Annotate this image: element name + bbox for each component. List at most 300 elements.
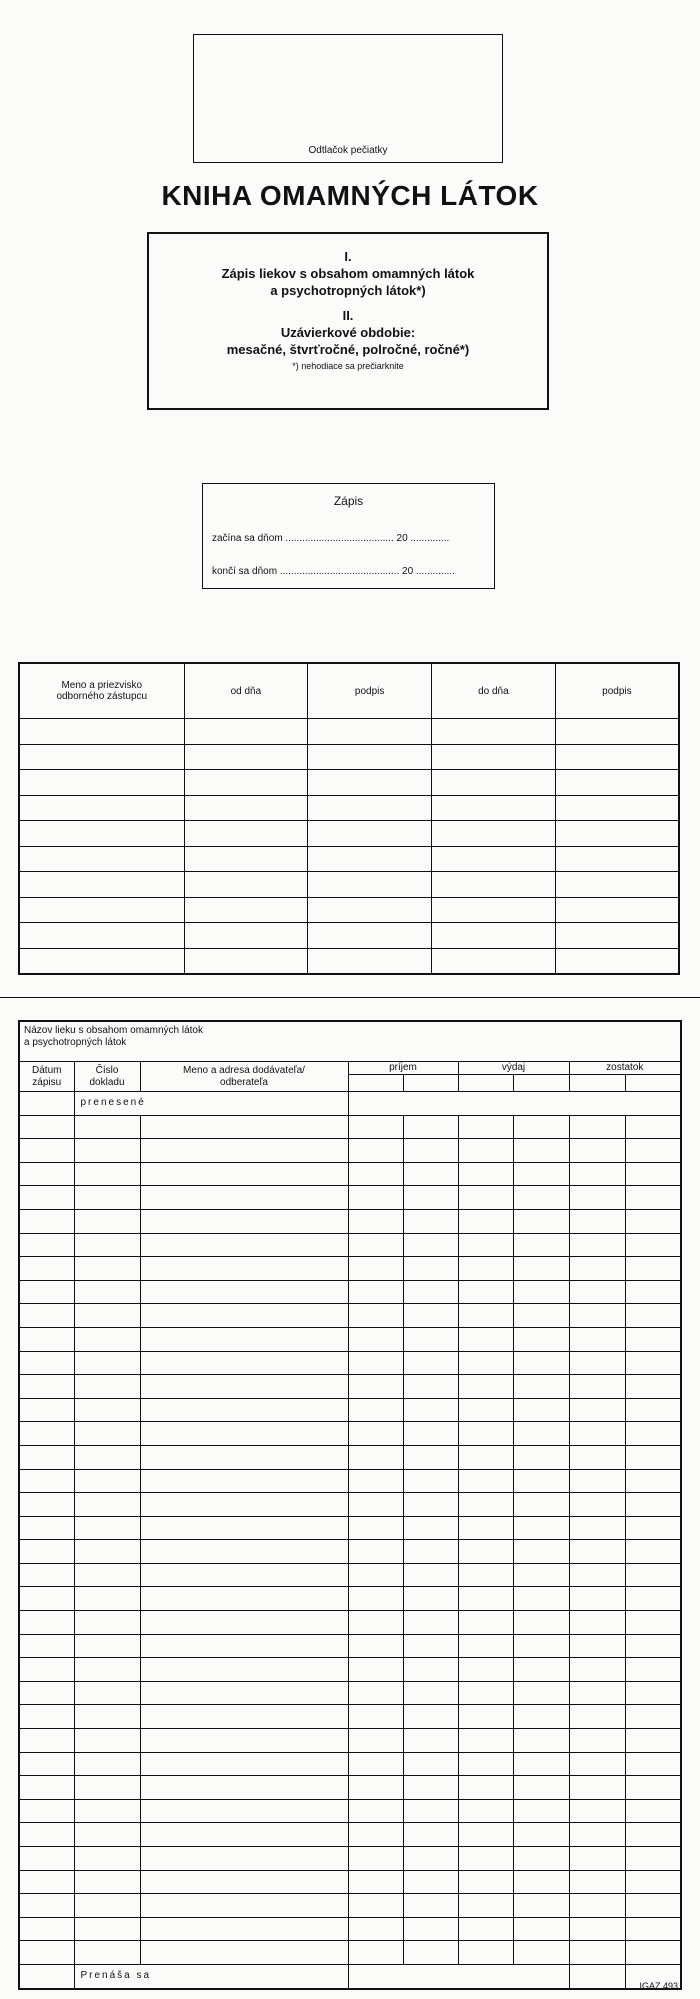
table-cell[interactable] <box>348 1280 403 1304</box>
table-cell[interactable] <box>625 1162 681 1186</box>
table-cell[interactable] <box>19 1469 74 1493</box>
table-cell[interactable] <box>625 1351 681 1375</box>
table-cell[interactable] <box>19 1729 74 1753</box>
table-cell[interactable] <box>74 1115 140 1139</box>
table-cell[interactable] <box>432 719 556 745</box>
table-cell[interactable] <box>19 1233 74 1257</box>
table-cell[interactable] <box>458 1516 513 1540</box>
table-cell[interactable] <box>19 1257 74 1281</box>
table-cell[interactable] <box>403 1563 458 1587</box>
table-cell[interactable] <box>140 1139 348 1163</box>
table-cell[interactable] <box>403 1587 458 1611</box>
table-cell[interactable] <box>513 1304 569 1328</box>
table-cell[interactable] <box>513 1422 569 1446</box>
table-cell[interactable] <box>403 1233 458 1257</box>
table-cell[interactable] <box>140 1870 348 1894</box>
table-cell[interactable] <box>513 1894 569 1918</box>
table-cell[interactable] <box>513 1375 569 1399</box>
table-cell[interactable] <box>19 1611 74 1635</box>
table-cell[interactable] <box>569 1469 625 1493</box>
table-cell[interactable] <box>513 1658 569 1682</box>
table-cell[interactable] <box>74 1398 140 1422</box>
table-cell[interactable] <box>74 1422 140 1446</box>
table-cell[interactable] <box>625 1257 681 1281</box>
table-cell[interactable] <box>458 1752 513 1776</box>
table-cell[interactable] <box>458 1186 513 1210</box>
table-cell[interactable] <box>569 1799 625 1823</box>
table-cell[interactable] <box>625 1847 681 1871</box>
table-cell[interactable] <box>432 770 556 796</box>
table-cell[interactable] <box>74 1941 140 1965</box>
table-cell[interactable] <box>432 897 556 923</box>
table-cell[interactable] <box>458 1681 513 1705</box>
table-cell[interactable] <box>569 1516 625 1540</box>
table-cell[interactable] <box>348 1469 403 1493</box>
table-cell[interactable] <box>140 1563 348 1587</box>
table-cell[interactable] <box>569 1587 625 1611</box>
table-cell[interactable] <box>569 1563 625 1587</box>
table-cell[interactable] <box>625 1516 681 1540</box>
table-cell[interactable] <box>513 1941 569 1965</box>
table-cell[interactable] <box>403 1375 458 1399</box>
table-cell[interactable] <box>140 1729 348 1753</box>
table-cell[interactable] <box>348 1209 403 1233</box>
table-cell[interactable] <box>555 872 679 898</box>
table-cell[interactable] <box>625 1186 681 1210</box>
table-cell[interactable] <box>625 1729 681 1753</box>
table-cell[interactable] <box>19 1092 74 1116</box>
table-cell[interactable] <box>432 821 556 847</box>
table-cell[interactable] <box>403 1799 458 1823</box>
table-cell[interactable] <box>458 1894 513 1918</box>
table-cell[interactable] <box>348 1139 403 1163</box>
table-cell[interactable] <box>569 1752 625 1776</box>
table-cell[interactable] <box>625 1375 681 1399</box>
table-cell[interactable] <box>569 1634 625 1658</box>
table-cell[interactable] <box>140 1280 348 1304</box>
table-cell[interactable] <box>19 1658 74 1682</box>
table-cell[interactable] <box>458 1257 513 1281</box>
table-cell[interactable] <box>140 1422 348 1446</box>
table-cell[interactable] <box>19 897 184 923</box>
table-cell[interactable] <box>625 1823 681 1847</box>
table-cell[interactable] <box>74 1257 140 1281</box>
table-cell[interactable] <box>403 1139 458 1163</box>
table-cell[interactable] <box>74 1233 140 1257</box>
table-cell[interactable] <box>308 821 432 847</box>
table-cell[interactable] <box>19 744 184 770</box>
table-cell[interactable] <box>513 1186 569 1210</box>
table-cell[interactable] <box>348 1493 403 1517</box>
table-cell[interactable] <box>140 1681 348 1705</box>
table-cell[interactable] <box>458 1611 513 1635</box>
table-cell[interactable] <box>74 1280 140 1304</box>
table-cell[interactable] <box>403 1162 458 1186</box>
table-cell[interactable] <box>140 1493 348 1517</box>
table-cell[interactable] <box>513 1469 569 1493</box>
table-cell[interactable] <box>19 1587 74 1611</box>
table-cell[interactable] <box>555 795 679 821</box>
table-cell[interactable] <box>19 1847 74 1871</box>
table-cell[interactable] <box>19 1705 74 1729</box>
table-cell[interactable] <box>513 1705 569 1729</box>
table-cell[interactable] <box>458 1870 513 1894</box>
table-cell[interactable] <box>19 1634 74 1658</box>
table-cell[interactable] <box>348 1847 403 1871</box>
table-cell[interactable] <box>140 1611 348 1635</box>
table-cell[interactable] <box>569 1493 625 1517</box>
table-cell[interactable] <box>140 1634 348 1658</box>
table-cell[interactable] <box>569 1375 625 1399</box>
table-cell[interactable] <box>348 1587 403 1611</box>
table-cell[interactable] <box>348 1162 403 1186</box>
table-cell[interactable] <box>19 1351 74 1375</box>
table-cell[interactable] <box>348 1634 403 1658</box>
table-cell[interactable] <box>403 1941 458 1965</box>
table-cell[interactable] <box>458 1917 513 1941</box>
table-cell[interactable] <box>569 1894 625 1918</box>
table-cell[interactable] <box>348 1658 403 1682</box>
table-cell[interactable] <box>403 1445 458 1469</box>
table-cell[interactable] <box>403 1658 458 1682</box>
table-cell[interactable] <box>458 1823 513 1847</box>
table-cell[interactable] <box>403 1304 458 1328</box>
table-cell[interactable] <box>74 1351 140 1375</box>
table-cell[interactable] <box>569 1257 625 1281</box>
table-cell[interactable] <box>74 1186 140 1210</box>
table-cell[interactable] <box>625 1563 681 1587</box>
table-cell[interactable] <box>19 821 184 847</box>
table-cell[interactable] <box>403 1776 458 1800</box>
table-cell[interactable] <box>569 1705 625 1729</box>
table-cell[interactable] <box>625 1445 681 1469</box>
table-cell[interactable] <box>513 1799 569 1823</box>
table-cell[interactable] <box>140 1304 348 1328</box>
table-cell[interactable] <box>19 846 184 872</box>
table-cell[interactable] <box>403 1540 458 1564</box>
table-cell[interactable] <box>74 1634 140 1658</box>
table-cell[interactable] <box>458 1398 513 1422</box>
table-cell[interactable] <box>569 1139 625 1163</box>
table-cell[interactable] <box>140 1469 348 1493</box>
table-cell[interactable] <box>403 1493 458 1517</box>
table-cell[interactable] <box>625 1115 681 1139</box>
table-cell[interactable] <box>348 1705 403 1729</box>
table-cell[interactable] <box>625 1233 681 1257</box>
table-cell[interactable] <box>458 1209 513 1233</box>
table-cell[interactable] <box>513 1398 569 1422</box>
table-cell[interactable] <box>308 872 432 898</box>
table-cell[interactable] <box>348 1752 403 1776</box>
table-cell[interactable] <box>625 1658 681 1682</box>
table-cell[interactable] <box>625 1894 681 1918</box>
table-cell[interactable] <box>19 1422 74 1446</box>
table-cell[interactable] <box>625 1681 681 1705</box>
table-cell[interactable] <box>569 1658 625 1682</box>
table-cell[interactable] <box>19 1894 74 1918</box>
table-cell[interactable] <box>569 1304 625 1328</box>
table-cell[interactable] <box>19 795 184 821</box>
table-cell[interactable] <box>74 1375 140 1399</box>
table-cell[interactable] <box>348 1233 403 1257</box>
table-cell[interactable] <box>432 948 556 974</box>
table-cell[interactable] <box>348 1870 403 1894</box>
table-cell[interactable] <box>74 1776 140 1800</box>
table-cell[interactable] <box>348 1611 403 1635</box>
table-cell[interactable] <box>140 1941 348 1965</box>
table-cell[interactable] <box>569 1870 625 1894</box>
table-cell[interactable] <box>458 1658 513 1682</box>
table-cell[interactable] <box>513 1611 569 1635</box>
table-cell[interactable] <box>569 1776 625 1800</box>
table-cell[interactable] <box>513 1445 569 1469</box>
table-cell[interactable] <box>74 1540 140 1564</box>
entry-end-line[interactable]: končí sa dňom ........................................... 20 .............. <box>212 566 455 577</box>
table-cell[interactable] <box>513 1257 569 1281</box>
table-cell[interactable] <box>348 1776 403 1800</box>
table-cell[interactable] <box>74 1681 140 1705</box>
table-cell[interactable] <box>19 1516 74 1540</box>
table-cell[interactable] <box>19 1917 74 1941</box>
table-cell[interactable] <box>458 1351 513 1375</box>
table-cell[interactable] <box>19 1941 74 1965</box>
table-cell[interactable] <box>403 1469 458 1493</box>
table-cell[interactable] <box>74 1870 140 1894</box>
drug-name-header[interactable] <box>19 1021 681 1062</box>
table-cell[interactable] <box>458 1445 513 1469</box>
table-cell[interactable] <box>555 897 679 923</box>
table-cell[interactable] <box>308 744 432 770</box>
table-cell[interactable] <box>184 821 308 847</box>
table-cell[interactable] <box>458 1587 513 1611</box>
table-cell[interactable] <box>403 1186 458 1210</box>
table-cell[interactable] <box>184 948 308 974</box>
table-cell[interactable] <box>403 1398 458 1422</box>
table-cell[interactable] <box>140 1847 348 1871</box>
table-cell[interactable] <box>140 1233 348 1257</box>
table-cell[interactable] <box>625 1209 681 1233</box>
table-cell[interactable] <box>513 1280 569 1304</box>
table-cell[interactable] <box>403 1209 458 1233</box>
table-cell[interactable] <box>19 1445 74 1469</box>
table-cell[interactable] <box>140 1658 348 1682</box>
table-cell[interactable] <box>458 1139 513 1163</box>
table-cell[interactable] <box>19 948 184 974</box>
table-cell[interactable] <box>625 1799 681 1823</box>
table-cell[interactable] <box>555 744 679 770</box>
table-cell[interactable] <box>403 1729 458 1753</box>
table-cell[interactable] <box>19 1823 74 1847</box>
table-cell[interactable] <box>513 1351 569 1375</box>
table-cell[interactable] <box>140 1398 348 1422</box>
table-cell[interactable] <box>348 1186 403 1210</box>
table-cell[interactable] <box>74 1563 140 1587</box>
table-cell[interactable] <box>19 1327 74 1351</box>
table-cell[interactable] <box>140 1351 348 1375</box>
table-cell[interactable] <box>432 795 556 821</box>
table-cell[interactable] <box>403 1351 458 1375</box>
table-cell[interactable] <box>348 1681 403 1705</box>
table-cell[interactable] <box>625 1469 681 1493</box>
table-cell[interactable] <box>19 1681 74 1705</box>
table-cell[interactable] <box>458 1563 513 1587</box>
table-cell[interactable] <box>308 770 432 796</box>
table-cell[interactable] <box>513 1233 569 1257</box>
table-cell[interactable] <box>348 1729 403 1753</box>
table-cell[interactable] <box>569 1941 625 1965</box>
table-cell[interactable] <box>625 1752 681 1776</box>
table-cell[interactable] <box>74 1209 140 1233</box>
table-cell[interactable] <box>308 948 432 974</box>
table-cell[interactable] <box>625 1705 681 1729</box>
table-cell[interactable] <box>74 1139 140 1163</box>
table-cell[interactable] <box>555 923 679 949</box>
table-cell[interactable] <box>569 1186 625 1210</box>
table-cell[interactable] <box>74 1611 140 1635</box>
table-cell[interactable] <box>625 1139 681 1163</box>
table-cell[interactable] <box>569 1209 625 1233</box>
table-cell[interactable] <box>569 1280 625 1304</box>
table-cell[interactable] <box>569 1115 625 1139</box>
table-cell[interactable] <box>569 1964 625 1989</box>
table-cell[interactable] <box>348 1327 403 1351</box>
table-cell[interactable] <box>140 1894 348 1918</box>
table-cell[interactable] <box>432 923 556 949</box>
table-cell[interactable] <box>140 1327 348 1351</box>
table-cell[interactable] <box>348 1799 403 1823</box>
table-cell[interactable] <box>458 1540 513 1564</box>
table-cell[interactable] <box>513 1563 569 1587</box>
table-cell[interactable] <box>184 872 308 898</box>
table-cell[interactable] <box>348 1917 403 1941</box>
table-cell[interactable] <box>458 1776 513 1800</box>
table-cell[interactable] <box>19 1540 74 1564</box>
table-cell[interactable] <box>74 1587 140 1611</box>
table-cell[interactable] <box>625 1634 681 1658</box>
table-cell[interactable] <box>458 1115 513 1139</box>
table-cell[interactable] <box>74 1799 140 1823</box>
table-cell[interactable] <box>74 1445 140 1469</box>
table-cell[interactable] <box>513 1327 569 1351</box>
table-cell[interactable] <box>513 1823 569 1847</box>
table-cell[interactable] <box>184 770 308 796</box>
table-cell[interactable] <box>569 1422 625 1446</box>
table-cell[interactable] <box>140 1917 348 1941</box>
table-cell[interactable] <box>74 1493 140 1517</box>
table-cell[interactable] <box>569 1917 625 1941</box>
table-cell[interactable] <box>555 821 679 847</box>
table-cell[interactable] <box>74 1327 140 1351</box>
table-cell[interactable] <box>403 1894 458 1918</box>
table-cell[interactable] <box>458 1705 513 1729</box>
table-cell[interactable] <box>140 1540 348 1564</box>
table-cell[interactable] <box>458 1729 513 1753</box>
table-cell[interactable] <box>458 1375 513 1399</box>
table-cell[interactable] <box>513 1752 569 1776</box>
table-cell[interactable] <box>19 1964 74 1989</box>
table-cell[interactable] <box>458 1422 513 1446</box>
table-cell[interactable] <box>403 1870 458 1894</box>
table-cell[interactable] <box>348 1257 403 1281</box>
table-cell[interactable] <box>348 1540 403 1564</box>
table-cell[interactable] <box>184 719 308 745</box>
table-cell[interactable] <box>625 1398 681 1422</box>
table-cell[interactable] <box>19 1563 74 1587</box>
table-cell[interactable] <box>403 1847 458 1871</box>
table-cell[interactable] <box>513 1587 569 1611</box>
table-cell[interactable] <box>19 1776 74 1800</box>
table-cell[interactable] <box>555 948 679 974</box>
table-cell[interactable] <box>625 1540 681 1564</box>
table-cell[interactable] <box>458 1799 513 1823</box>
table-cell[interactable] <box>569 1351 625 1375</box>
table-cell[interactable] <box>458 1493 513 1517</box>
table-cell[interactable] <box>625 1776 681 1800</box>
table-cell[interactable] <box>403 1752 458 1776</box>
table-cell[interactable] <box>458 1280 513 1304</box>
table-cell[interactable] <box>569 1540 625 1564</box>
table-cell[interactable] <box>403 1611 458 1635</box>
table-cell[interactable] <box>19 1162 74 1186</box>
table-cell[interactable] <box>74 1917 140 1941</box>
table-cell[interactable] <box>513 1847 569 1871</box>
table-cell[interactable] <box>513 1162 569 1186</box>
table-cell[interactable] <box>19 770 184 796</box>
table-cell[interactable] <box>458 1304 513 1328</box>
table-cell[interactable] <box>569 1847 625 1871</box>
table-cell[interactable] <box>625 1280 681 1304</box>
table-cell[interactable] <box>513 1139 569 1163</box>
table-cell[interactable] <box>555 719 679 745</box>
table-cell[interactable] <box>625 1587 681 1611</box>
table-cell[interactable] <box>140 1752 348 1776</box>
table-cell[interactable] <box>19 1398 74 1422</box>
table-cell[interactable] <box>458 1634 513 1658</box>
table-cell[interactable] <box>74 1469 140 1493</box>
table-cell[interactable] <box>74 1658 140 1682</box>
table-cell[interactable] <box>140 1445 348 1469</box>
table-cell[interactable] <box>140 1257 348 1281</box>
table-cell[interactable] <box>513 1634 569 1658</box>
table-cell[interactable] <box>403 1327 458 1351</box>
table-cell[interactable] <box>140 1705 348 1729</box>
table-cell[interactable] <box>140 1516 348 1540</box>
table-cell[interactable] <box>432 744 556 770</box>
table-cell[interactable] <box>140 1799 348 1823</box>
table-cell[interactable] <box>458 1847 513 1871</box>
table-cell[interactable] <box>140 1375 348 1399</box>
table-cell[interactable] <box>348 1563 403 1587</box>
table-cell[interactable] <box>513 1540 569 1564</box>
table-cell[interactable] <box>184 846 308 872</box>
table-cell[interactable] <box>403 1823 458 1847</box>
table-cell[interactable] <box>569 1233 625 1257</box>
table-cell[interactable] <box>403 1115 458 1139</box>
table-cell[interactable] <box>308 897 432 923</box>
table-cell[interactable] <box>184 923 308 949</box>
table-cell[interactable] <box>458 1941 513 1965</box>
table-cell[interactable] <box>19 1375 74 1399</box>
table-cell[interactable] <box>348 1894 403 1918</box>
table-cell[interactable] <box>555 846 679 872</box>
table-cell[interactable] <box>625 1422 681 1446</box>
table-cell[interactable] <box>625 1941 681 1965</box>
table-cell[interactable] <box>19 1209 74 1233</box>
table-cell[interactable] <box>513 1729 569 1753</box>
table-cell[interactable] <box>74 1729 140 1753</box>
table-cell[interactable] <box>19 1870 74 1894</box>
table-cell[interactable] <box>348 1823 403 1847</box>
